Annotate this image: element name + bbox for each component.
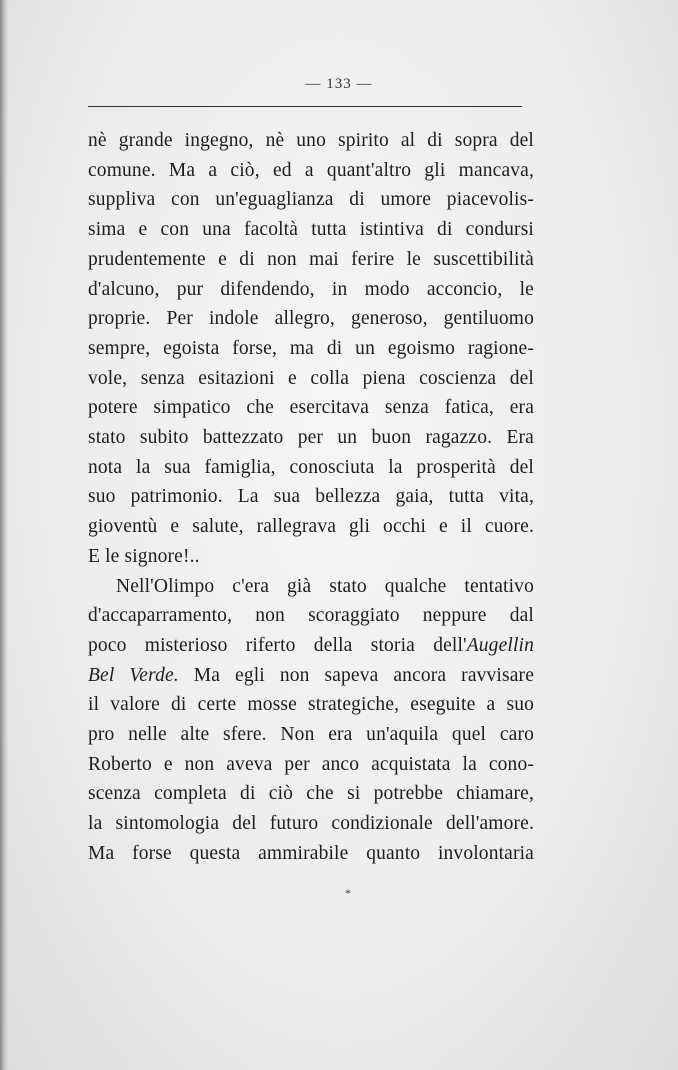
printer-ornament: * [345,886,351,900]
text-line: la sintomologia del futuro condizionale dell'amore. [88,813,534,835]
text-line: sima e con una facoltà tutta istintiva di condursi [88,219,534,241]
text-line: scenza completa di ciò che si potrebbe chiamare, [88,783,534,805]
text-segment: Ma egli non sapeva ancora ravvisare [178,664,534,686]
text-line: vole, senza esitazioni e colla piena coscienza del [88,367,534,389]
body-text [88,126,534,869]
text-line: il valore di certe mosse strategiche, eseguite a suo [88,694,534,716]
text-line: sempre, egoista forse, ma di un egoismo ragione- [88,337,534,359]
text-line [88,631,534,661]
text-line: pro nelle alte sfere. Non era un'aquila quel caro [88,724,534,746]
text-line: Roberto e non aveva per anco acquistata la cono- [88,753,534,775]
text-line: comune. Ma a ciò, ed a quant'altro gli mancava, [88,159,534,181]
text-line: nè grande ingegno, nè uno spirito al di sopra del [88,130,534,151]
text-line: Ma forse questa ammirabile quanto involontaria [88,842,534,864]
text-line: d'accaparramento, non scoraggiato neppure dal [88,605,534,627]
header-rule [88,106,522,107]
text-line: d'alcuno, pur difendendo, in modo acconcio, le [88,278,534,300]
text-segment: poco misterioso riferto della storia dell' [88,634,467,656]
text-line: Nell'Olimpo c'era già stato qualche tentativo [116,575,534,597]
text-line: proprie. Per indole allegro, generoso, gentiluomo [88,308,534,330]
text-line: gioventù e salute, rallegrava gli occhi e il cuore. [88,516,534,538]
page-binding-edge [0,0,8,1070]
text-line: stato subito battezzato per un buon ragazzo. Era [88,427,534,449]
text-line [88,661,534,691]
text-line: suppliva con un'eguaglianza di umore piacevolis- [88,189,534,211]
text-line: nota la sua famiglia, conosciuta la prosperità del [88,456,534,478]
text-line: E le signore!.. [88,545,200,567]
italic-title: Augellin [466,634,534,656]
text-line: prudentemente e di non mai ferire le suscettibilità [88,248,534,270]
text-line: potere simpatico che esercitava senza fatica, era [88,397,534,419]
page-number-header: — 133 — [305,76,373,92]
text-line: suo patrimonio. La sua bellezza gaia, tutta vita, [88,486,534,508]
italic-title: Bel Verde. [88,664,179,686]
